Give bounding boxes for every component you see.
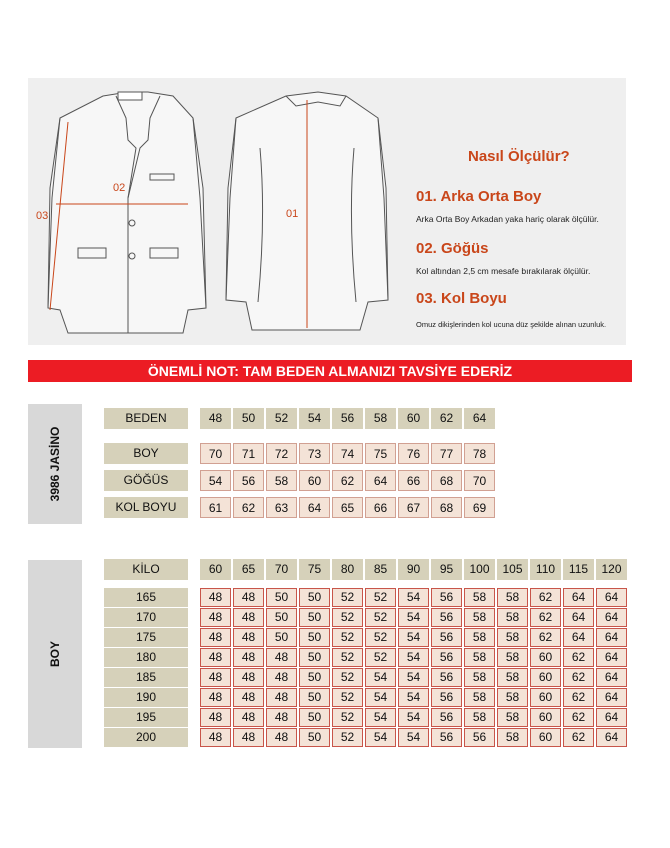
size-row-label: BOY [104,443,188,464]
fit-data-cell: 50 [299,728,330,747]
size-data-cell: 71 [233,443,264,464]
fit-data-cell: 54 [398,648,429,667]
fit-data-cell: 62 [563,648,594,667]
fit-header-cell: 120 [596,559,627,580]
item-3-desc: Omuz dikişlerinden kol ucuna düz şekilde alınan uzunluk. [416,320,607,329]
size-data-cell: 67 [398,497,429,518]
fit-data-cell: 48 [200,688,231,707]
fit-data-cell: 54 [398,588,429,607]
size-data-cell: 61 [200,497,231,518]
fit-data-cell: 58 [464,588,495,607]
fit-data-cell: 48 [233,588,264,607]
fit-data-cell: 56 [431,628,462,647]
size-data-cell: 72 [266,443,297,464]
fit-row-label: 190 [104,688,188,707]
fit-data-cell: 62 [563,668,594,687]
fit-data-cell: 52 [365,648,396,667]
size-data-cell: 56 [233,470,264,491]
size-data-cell: 58 [266,470,297,491]
size-header-cell: 60 [398,408,429,429]
size-header-cell: 62 [431,408,462,429]
fit-data-cell: 48 [200,608,231,627]
size-data-cell: 63 [266,497,297,518]
fit-data-cell: 58 [464,608,495,627]
fit-data-cell: 64 [596,648,627,667]
fit-data-cell: 58 [497,628,528,647]
fit-data-cell: 48 [266,688,297,707]
fit-data-cell: 58 [464,668,495,687]
front-jacket-drawing [48,92,206,333]
size-header-cell: 50 [233,408,264,429]
fit-table-side-label: BOY [48,640,62,668]
fit-data-cell: 58 [497,668,528,687]
fit-data-cell: 54 [398,608,429,627]
fit-data-cell: 64 [596,728,627,747]
fit-data-cell: 64 [596,628,627,647]
fit-header-cell: 95 [431,559,462,580]
fit-data-cell: 64 [596,688,627,707]
size-header-cell: 58 [365,408,396,429]
fit-data-cell: 48 [233,628,264,647]
fit-data-cell: 56 [431,588,462,607]
size-header-cell: 48 [200,408,231,429]
how-to-measure-title: Nasıl Ölçülür? [468,148,570,165]
size-data-cell: 62 [332,470,363,491]
chest-marker: 02 [113,182,126,194]
back-length-marker: 01 [286,208,299,220]
fit-data-cell: 48 [200,588,231,607]
fit-data-cell: 50 [266,588,297,607]
fit-data-cell: 56 [431,668,462,687]
size-header-cell: 64 [464,408,495,429]
fit-data-cell: 62 [530,608,561,627]
fit-header-cell: 85 [365,559,396,580]
fit-data-cell: 48 [266,668,297,687]
fit-data-cell: 64 [596,588,627,607]
fit-data-cell: 50 [299,688,330,707]
fit-data-cell: 60 [530,708,561,727]
fit-data-cell: 48 [200,628,231,647]
fit-data-cell: 48 [233,668,264,687]
fit-data-cell: 52 [332,728,363,747]
fit-data-cell: 62 [530,588,561,607]
size-data-cell: 76 [398,443,429,464]
size-header-cell: 54 [299,408,330,429]
size-data-cell: 60 [299,470,330,491]
size-data-cell: 64 [299,497,330,518]
fit-data-cell: 58 [464,628,495,647]
fit-data-cell: 54 [365,668,396,687]
fit-data-cell: 48 [233,708,264,727]
fit-data-cell: 48 [233,728,264,747]
size-table-side-label: 3986 JASİNO [48,426,62,502]
fit-header-cell: 60 [200,559,231,580]
fit-data-cell: 50 [299,608,330,627]
fit-data-cell: 48 [200,728,231,747]
fit-data-cell: 48 [200,668,231,687]
size-header-label: BEDEN [104,408,188,429]
fit-row-label: 180 [104,648,188,667]
size-table-side-tab [28,404,82,524]
item-3-title: 03. Kol Boyu [416,290,507,307]
fit-data-cell: 58 [497,688,528,707]
size-data-cell: 62 [233,497,264,518]
fit-data-cell: 64 [596,608,627,627]
fit-data-cell: 56 [431,688,462,707]
fit-data-cell: 58 [497,608,528,627]
fit-data-cell: 62 [563,728,594,747]
size-row-label: GÖĞÜS [104,470,188,491]
fit-data-cell: 58 [464,708,495,727]
fit-row-label: 165 [104,588,188,607]
fit-data-cell: 54 [365,688,396,707]
fit-data-cell: 56 [431,648,462,667]
size-data-cell: 66 [398,470,429,491]
fit-header-cell: 75 [299,559,330,580]
size-data-cell: 78 [464,443,495,464]
fit-data-cell: 60 [530,648,561,667]
fit-data-cell: 58 [464,688,495,707]
fit-data-cell: 50 [299,628,330,647]
fit-data-cell: 58 [497,708,528,727]
fit-data-cell: 48 [200,708,231,727]
fit-data-cell: 64 [596,708,627,727]
size-row-label: KOL BOYU [104,497,188,518]
fit-data-cell: 50 [266,608,297,627]
fit-data-cell: 52 [332,648,363,667]
size-data-cell: 64 [365,470,396,491]
fit-data-cell: 52 [332,628,363,647]
fit-data-cell: 52 [332,608,363,627]
fit-data-cell: 54 [398,688,429,707]
fit-data-cell: 48 [266,648,297,667]
fit-header-label: KİLO [104,559,188,580]
size-header-cell: 56 [332,408,363,429]
fit-header-cell: 105 [497,559,528,580]
fit-data-cell: 58 [497,648,528,667]
fit-table-side-tab [28,560,82,748]
fit-data-cell: 56 [464,728,495,747]
fit-data-cell: 62 [563,708,594,727]
important-note-banner: ÖNEMLİ NOT: TAM BEDEN ALMANIZI TAVSİYE EDERİZ [28,360,632,382]
fit-header-cell: 100 [464,559,495,580]
fit-data-cell: 60 [530,688,561,707]
fit-data-cell: 52 [332,668,363,687]
size-data-cell: 70 [200,443,231,464]
item-1-desc: Arka Orta Boy Arkadan yaka hariç olarak ölçülür. [416,214,599,224]
fit-data-cell: 48 [266,728,297,747]
fit-data-cell: 52 [365,608,396,627]
fit-data-cell: 64 [563,628,594,647]
size-data-cell: 70 [464,470,495,491]
fit-data-cell: 52 [365,628,396,647]
size-data-cell: 77 [431,443,462,464]
fit-row-label: 170 [104,608,188,627]
fit-row-label: 185 [104,668,188,687]
size-data-cell: 69 [464,497,495,518]
fit-header-cell: 115 [563,559,594,580]
size-header-cell: 52 [266,408,297,429]
fit-data-cell: 64 [563,588,594,607]
fit-data-cell: 52 [332,708,363,727]
fit-row-label: 175 [104,628,188,647]
fit-data-cell: 52 [332,688,363,707]
fit-data-cell: 64 [563,608,594,627]
fit-data-cell: 48 [233,648,264,667]
size-data-cell: 66 [365,497,396,518]
fit-data-cell: 60 [530,728,561,747]
item-1-title: 01. Arka Orta Boy [416,188,542,205]
fit-data-cell: 48 [233,688,264,707]
fit-data-cell: 58 [464,648,495,667]
fit-data-cell: 60 [530,668,561,687]
fit-data-cell: 52 [332,588,363,607]
fit-data-cell: 56 [431,728,462,747]
fit-data-cell: 48 [200,648,231,667]
fit-data-cell: 50 [299,588,330,607]
fit-data-cell: 58 [497,728,528,747]
fit-header-cell: 110 [530,559,561,580]
size-data-cell: 73 [299,443,330,464]
fit-data-cell: 56 [431,608,462,627]
fit-header-cell: 80 [332,559,363,580]
fit-data-cell: 48 [266,708,297,727]
fit-data-cell: 50 [266,628,297,647]
fit-row-label: 200 [104,728,188,747]
size-data-cell: 74 [332,443,363,464]
size-data-cell: 68 [431,470,462,491]
fit-data-cell: 54 [398,708,429,727]
fit-data-cell: 54 [365,708,396,727]
fit-data-cell: 58 [497,588,528,607]
fit-data-cell: 52 [365,588,396,607]
fit-header-cell: 65 [233,559,264,580]
fit-data-cell: 50 [299,708,330,727]
fit-header-cell: 70 [266,559,297,580]
fit-data-cell: 62 [530,628,561,647]
jacket-illustration [28,78,626,345]
fit-data-cell: 54 [398,728,429,747]
fit-data-cell: 54 [365,728,396,747]
fit-data-cell: 62 [563,688,594,707]
fit-data-cell: 48 [233,608,264,627]
fit-row-label: 195 [104,708,188,727]
item-2-title: 02. Göğüs [416,240,489,257]
fit-data-cell: 56 [431,708,462,727]
fit-data-cell: 50 [299,648,330,667]
measurement-guide-panel [28,78,626,345]
item-2-desc: Kol altından 2,5 cm mesafe bırakılarak ölçülür. [416,266,591,276]
front-length-marker: 03 [36,210,49,222]
fit-data-cell: 54 [398,628,429,647]
fit-data-cell: 54 [398,668,429,687]
fit-data-cell: 64 [596,668,627,687]
size-data-cell: 68 [431,497,462,518]
size-data-cell: 65 [332,497,363,518]
fit-header-cell: 90 [398,559,429,580]
size-data-cell: 75 [365,443,396,464]
size-data-cell: 54 [200,470,231,491]
fit-data-cell: 50 [299,668,330,687]
